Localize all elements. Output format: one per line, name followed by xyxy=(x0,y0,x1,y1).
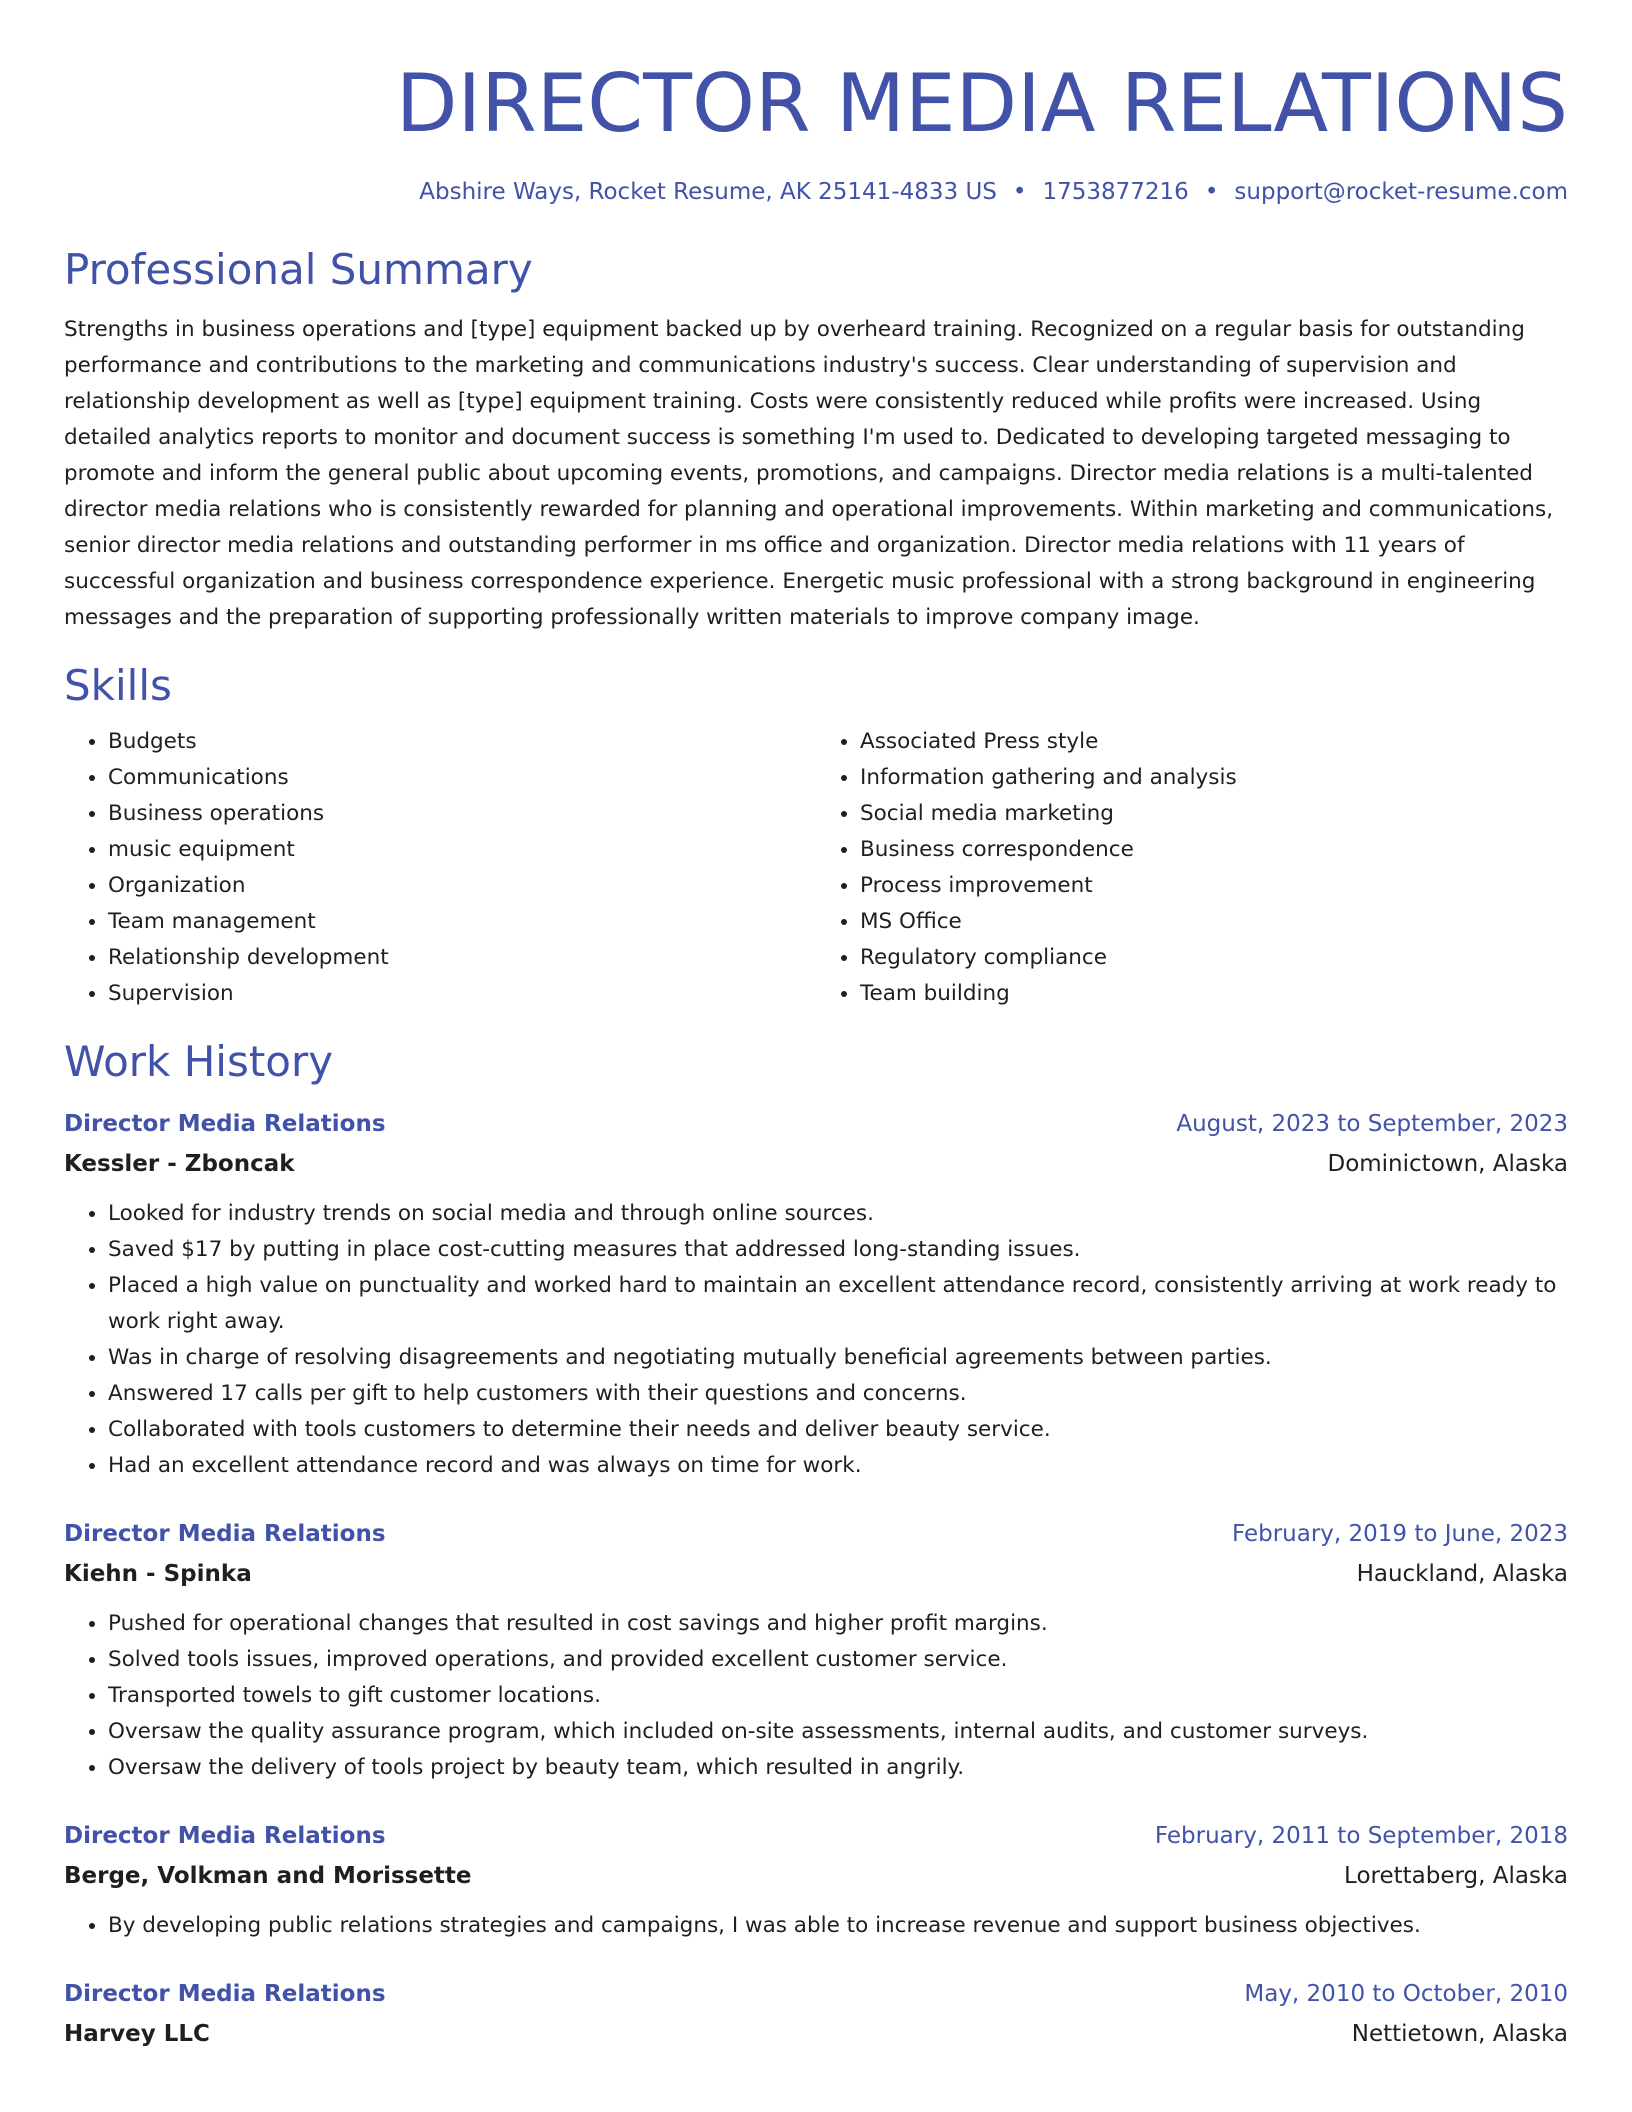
contact-separator: • xyxy=(1204,179,1219,205)
job-bullet: • Placed a high value on punctuality and worked hard to maintain an excellent attendance record, consistently arriving at work ready to work right away. xyxy=(108,1268,1568,1340)
contact-email: support@rocket-resume.com xyxy=(1234,179,1568,205)
skills-list-right xyxy=(816,724,1568,1012)
job-bullet: • Oversaw the quality assurance program, which included on-site assessments, internal audits, and customer surveys. xyxy=(108,1714,1568,1750)
job-company: Kiehn - Spinka xyxy=(64,1561,252,1587)
job-bullet: • Had an excellent attendance record and was always on time for work. xyxy=(108,1448,1568,1484)
job-bullet: • By developing public relations strategies and campaigns, I was able to increase revenue and support business objectives. xyxy=(108,1908,1568,1944)
skill-item: • Regulatory compliance xyxy=(860,940,1568,976)
job-title-row xyxy=(64,1104,1568,1144)
skill-item: • Organization xyxy=(108,868,816,904)
job-location: Hauckland, Alaska xyxy=(1356,1561,1568,1587)
skill-item: • Process improvement xyxy=(860,868,1568,904)
job-title-row xyxy=(64,1514,1568,1554)
skill-item: • MS Office xyxy=(860,904,1568,940)
job-title: Director Media Relations xyxy=(64,1521,386,1547)
skill-item: • Team management xyxy=(108,904,816,940)
summary-text: Strengths in business operations and [type] equipment backed up by overheard training. Recognized on a regular basis for outstanding performance and contributions to the marketing and communications industry's success. Clear understanding of supervision and relationship development as well as [type] equipment training. Costs were consistently reduced while profits were increased. Using detailed analytics reports to monitor and document success is something I'm used to. Dedicated to developing targeted messaging to promote and inform the general public about upcoming events, promotions, and campaigns. Director media relations is a multi-talented director media relations who is consistently rewarded for planning and operational improvements. Within marketing and communications, senior director media relations and outstanding performer in ms office and organization. Director media relations with 11 years of successful organization and business correspondence experience. Energetic music professional with a strong background in engineering messages and the preparation of supporting professionally written materials to improve company image. xyxy=(64,317,1554,630)
job-entry xyxy=(64,1104,1568,1484)
job-dates: May, 2010 to October, 2010 xyxy=(1244,1981,1568,2007)
skills-list-left xyxy=(64,724,816,1012)
skill-item: • Social media marketing xyxy=(860,796,1568,832)
job-bullet: • Transported towels to gift customer locations. xyxy=(108,1678,1568,1714)
job-company: Harvey LLC xyxy=(64,2021,210,2047)
job-company-row xyxy=(64,1144,1568,1184)
job-dates: February, 2019 to June, 2023 xyxy=(1231,1521,1568,1547)
contact-line xyxy=(64,176,1568,208)
job-bullets xyxy=(64,1908,1568,1944)
skills-columns xyxy=(64,724,1568,1012)
summary-heading: Professional Summary xyxy=(64,245,533,294)
job-dates: February, 2011 to September, 2018 xyxy=(1154,1823,1568,1849)
job-bullet: • Solved tools issues, improved operations, and provided excellent customer service. xyxy=(108,1642,1568,1678)
skill-item: • Business correspondence xyxy=(860,832,1568,868)
job-company: Berge, Volkman and Morissette xyxy=(64,1863,472,1889)
work-history-heading: Work History xyxy=(64,1037,334,1086)
skill-item: • Associated Press style xyxy=(860,724,1568,760)
job-title-row xyxy=(64,1974,1568,2014)
skill-item: • Information gathering and analysis xyxy=(860,760,1568,796)
skill-item: • Communications xyxy=(108,760,816,796)
job-entry xyxy=(64,1974,1568,2054)
job-bullet: • Saved $17 by putting in place cost-cutting measures that addressed long-standing issues. xyxy=(108,1232,1568,1268)
job-location: Lorettaberg, Alaska xyxy=(1344,1863,1568,1889)
job-bullets xyxy=(64,1606,1568,1786)
job-bullets xyxy=(64,1196,1568,1484)
contact-phone: 1753877216 xyxy=(1042,179,1189,205)
job-company: Kessler - Zboncak xyxy=(64,1151,295,1177)
job-entry xyxy=(64,1514,1568,1786)
job-title: Director Media Relations xyxy=(64,1111,386,1137)
resume-header xyxy=(64,52,1568,208)
contact-address: Abshire Ways, Rocket Resume, AK 25141-4833 US xyxy=(419,179,997,205)
job-bullet: • Oversaw the delivery of tools project by beauty team, which resulted in angrily. xyxy=(108,1750,1568,1786)
resume-name: DIRECTOR MEDIA RELATIONS xyxy=(395,57,1568,150)
job-bullet: • Was in charge of resolving disagreements and negotiating mutually beneficial agreements between parties. xyxy=(108,1340,1568,1376)
skills-heading: Skills xyxy=(64,661,172,710)
skill-item: • Team building xyxy=(860,976,1568,1012)
job-title-row xyxy=(64,1816,1568,1856)
skill-item: • Budgets xyxy=(108,724,816,760)
skill-item: • Relationship development xyxy=(108,940,816,976)
job-company-row xyxy=(64,1856,1568,1896)
job-bullet: • Pushed for operational changes that resulted in cost savings and higher profit margins. xyxy=(108,1606,1568,1642)
job-bullet: • Answered 17 calls per gift to help customers with their questions and concerns. xyxy=(108,1376,1568,1412)
job-company-row xyxy=(64,2014,1568,2054)
job-bullet: • Collaborated with tools customers to determine their needs and deliver beauty service. xyxy=(108,1412,1568,1448)
job-title: Director Media Relations xyxy=(64,1981,386,2007)
job-title: Director Media Relations xyxy=(64,1823,386,1849)
skill-item: • music equipment xyxy=(108,832,816,868)
job-bullet: • Looked for industry trends on social media and through online sources. xyxy=(108,1196,1568,1232)
skill-item: • Supervision xyxy=(108,976,816,1012)
job-location: Nettietown, Alaska xyxy=(1351,2021,1568,2047)
skill-item: • Business operations xyxy=(108,796,816,832)
job-dates: August, 2023 to September, 2023 xyxy=(1176,1111,1568,1137)
job-location: Dominictown, Alaska xyxy=(1327,1151,1568,1177)
job-company-row xyxy=(64,1554,1568,1594)
contact-separator: • xyxy=(1012,179,1027,205)
job-entry xyxy=(64,1816,1568,1944)
